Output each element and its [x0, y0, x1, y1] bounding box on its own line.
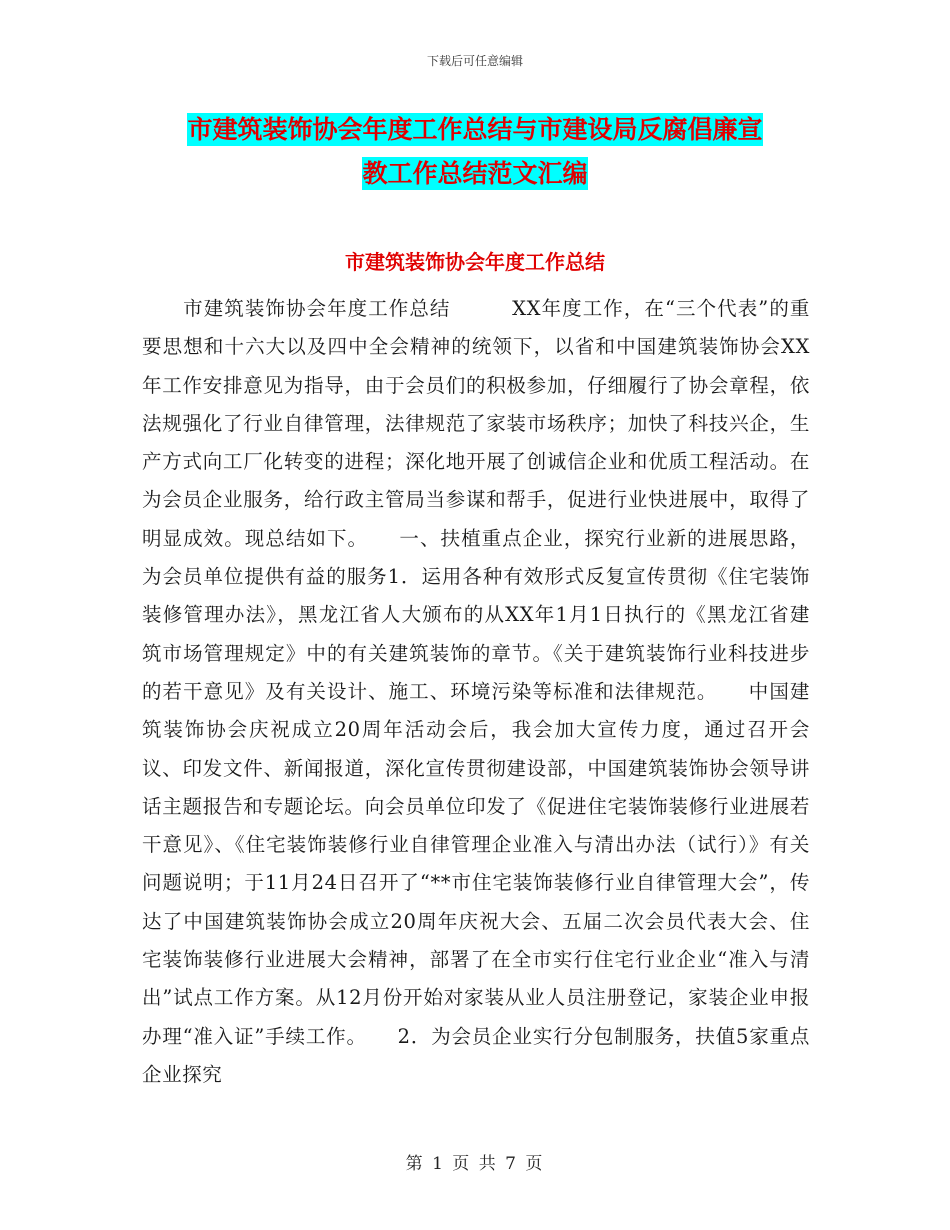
body-paragraph: 市建筑装饰协会年度工作总结 XX年度工作，在“三个代表”的重要思想和十六大以及四中全会精神的统领下，以省和中国建筑装饰协会XX年工作安排意见为指导，由于会员们的积极参加，仔细履行了协会章程，依法规强化了行业自律管理，法律规范了家装市场秩序；加快了科技兴企，生产方式向工厂化转变的进程；深化地开展了创诚信企业和优质工程活动。在为会员企业服务，给行政主管局当参谋和帮手，促进行业快进展中，取得了明显成效。现总结如下。 一、扶植重点企业，探究行业新的进展思路，为会员单位提供有益的服务1．运用各种有效形式反复宣传贯彻《住宅装饰装修管理办法》，黑龙江省人大颁布的从XX年1月1日执行的《黑龙江省建筑市场管理规定》中的有关建筑装饰的章节。《关于建筑装饰行业科技进步的若干意见》及有关设计、施工、环境污染等标准和法律规范。 中国建筑装饰协会庆祝成立20周年活动会后，我会加大宣传力度，通过召开会议、印发文件、新闻报道，深化宣传贯彻建设部，中国建筑装饰协会领导讲话主题报告和专题论坛。向会员单位印发了《促进住宅装饰装修行业进展若干意见》、《住宅装饰装修行业自律管理企业准入与清出办法（试行）》有关问题说明；于11月24日召开了“**市住宅装饰装修行业自律管理大会”，传达了中国建筑装饰协会成立20周年庆祝大会、五届二次会员代表大会、住宅装饰装修行业进展大会精神，部署了在全市实行住宅行业企业“准入与清出”试点工作方案。从12月份开始对家装从业人员注册登记，家装企业申报办理“准入证”手续工作。 2．为会员企业实行分包制服务，扶值5家重点企业探究 [142, 297, 810, 1086]
document-title [140, 108, 810, 196]
document-title-line-2: 教工作总结范文汇编 [362, 159, 588, 188]
page-footer: 第 1 页 共 7 页 [405, 1154, 545, 1174]
document-title-line-1: 市建筑装饰协会年度工作总结与市建设局反腐倡廉宣 [187, 115, 763, 144]
section-title: 市建筑装饰协会年度工作总结 [345, 250, 605, 274]
page-header-note: 下载后可任意编辑 [426, 54, 523, 68]
